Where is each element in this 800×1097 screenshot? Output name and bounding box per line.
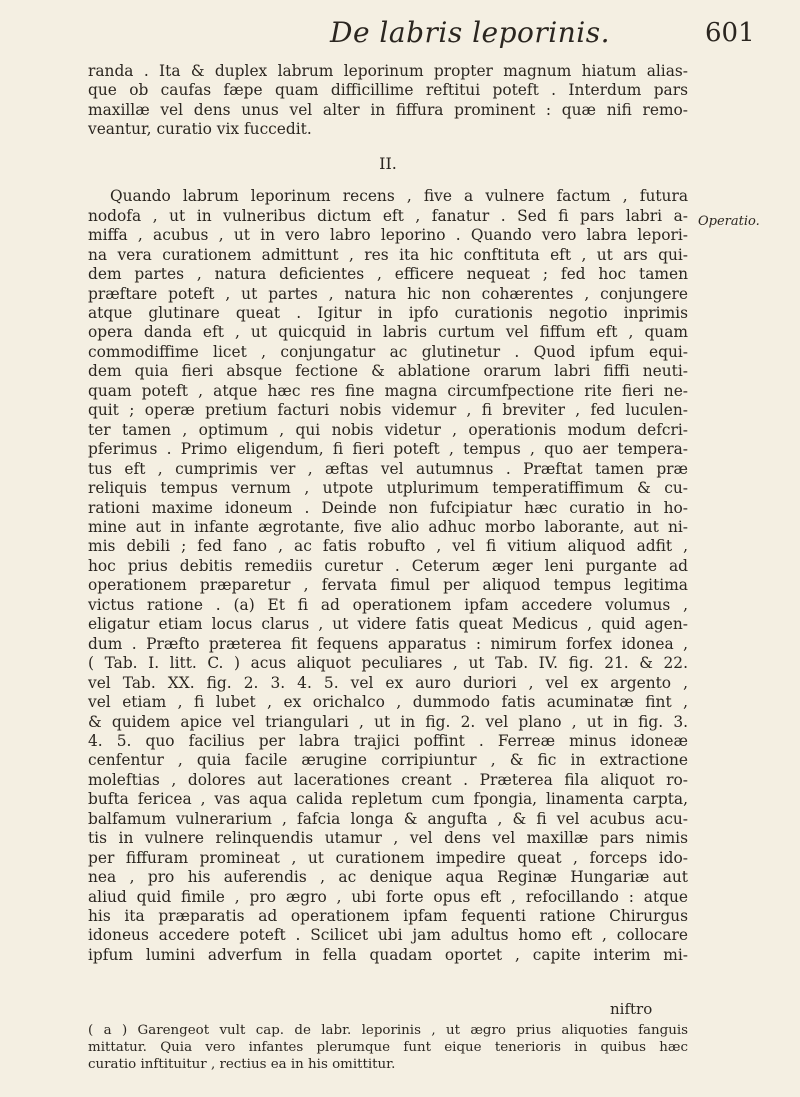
text-line: miffa , acubus , ut in vero labro leporino . Quando vero labra lepori- [88,226,688,245]
footnote-line: ( a ) Garengeot vult cap. de labr. leporinis , ut ægro prius aliquoties fanguis [88,1023,688,1038]
text-line: 4. 5. quo facilius per labra trajici poffint . Ferreæ minus idoneæ [88,731,688,750]
text-line: rationi maxime idoneum . Deinde non fufcipiatur hæc curatio in ho- [88,498,688,517]
text-line: mis debili ; fed fano , ac fatis robufto , vel fi vitium aliquod adfit , [88,537,688,556]
text-line: dum . Præfto præterea fit fequens apparatus : nimirum forfex idonea , [88,634,688,653]
page-number: 601 [705,18,755,48]
text-line: moleftias , dolores aut lacerationes creant . Præterea fila aliquot ro- [88,770,688,789]
text-line: operationem præparetur , fervata fimul per aliquod tempus legitima [88,576,688,595]
text-line: bufta fericea , vas aqua calida repletum cum fpongia, linamenta carpta, [88,790,688,809]
text-line: quit ; operæ pretium facturi nobis videmur , fi breviter , fed luculen- [88,401,688,420]
text-line: eligatur etiam locus clarus , ut videre fatis queat Medicus , quid agen- [88,615,688,634]
text-line: commodiffime licet , conjungatur ac glutinetur . Quod ipfum equi- [88,342,688,361]
text-line: hoc prius debitis remediis curetur . Ceterum æger leni purgante ad [88,556,688,575]
text-line: vel etiam , fi lubet , ex orichalco , dummodo fatis acuminatæ fint , [88,693,688,712]
text-line: reliquis tempus vernum , utpote utplurimum temperatiffimum & cu- [88,479,688,498]
running-head [0,14,800,54]
section-heading: II. [379,153,397,173]
text-line: Quando labrum leporinum recens , five a vulnere factum , futura [110,187,688,206]
text-line: ipfum lumini adverfum in fella quadam oportet , capite interim mi- [88,945,688,964]
text-line: na vera curationem admittunt , res ita hic conftituta eft , ut ars qui- [88,245,688,264]
text-line: randa . Ita & duplex labrum leporinum propter magnum hiatum alias- [88,62,688,80]
margin-note: Operatio. [698,214,760,229]
text-line: per fiffuram promineat , ut curationem impedire queat , forceps ido- [88,848,688,867]
text-line: dem quia fieri absque fectione & ablatione orarum labri fiffi neuti- [88,362,688,381]
text-line: & quidem apice vel triangulari , ut in fig. 2. vel plano , ut in fig. 3. [88,712,688,731]
text-line: vel Tab. XX. fig. 2. 3. 4. 5. vel ex auro duriori , vel ex argento , [88,673,688,692]
text-line: atque glutinare queat . Igitur in ipfo curationis negotio inprimis [88,303,688,322]
text-line: maxillæ vel dens unus vel alter in fiffura prominent : quæ nifi remo- [88,100,688,119]
footnote [88,1022,688,1073]
text-line: aliud quid fimile , pro ægro , ubi forte opus eft , refocillando : atque [88,887,688,906]
text-line: opera danda eft , ut quicquid in labris curtum vel fiffum eft , quam [88,323,688,342]
text-line: quam poteft , atque hæc res fine magna circumfpectione rite fieri ne- [88,381,688,400]
footnote-line: curatio inftituitur , rectius ea in his omittitur. [88,1057,396,1072]
running-head-title: De labris leporinis. [330,16,611,49]
footnote-line: mittatur. Quia vero infantes plerumque funt eique tenerioris in quibus hæc [88,1040,688,1055]
text-line: idoneus accedere poteft . Scilicet ubi jam adultus homo eft , collocare [88,926,688,945]
text-line: nea , pro his auferendis , ac denique aqua Reginæ Hungariæ aut [88,868,688,887]
main-text [88,62,688,965]
text-line: dem partes , natura deficientes , efficere nequeat ; fed hoc tamen [88,265,688,284]
text-line: pferimus . Primo eligendum, fi fieri poteft , tempus , quo aer tempera- [88,440,688,459]
text-line: victus ratione . (a) Et fi ad operationem ipfam accedere volumus , [88,595,688,614]
text-line: tis in vulnere relinquendis utamur , vel dens vel maxillæ pars nimis [88,829,688,848]
text-line: mine aut in infante ægrotante, five alio adhuc morbo laborante, aut ni- [88,517,688,536]
text-line: que ob caufas fæpe quam difficillime reftitui poteft . Interdum pars [88,81,688,100]
catchword: niftro [610,1000,653,1018]
text-line: præftare poteft , ut partes , natura hic non cohærentes , conjungere [88,284,688,303]
text-line: veantur, curatio vix fuccedit. [88,120,312,139]
text-line: ter tamen , optimum , qui nobis videtur , operationis modum defcri- [88,420,688,439]
text-line: nodofa , ut in vulneribus dictum eft , fanatur . Sed fi pars labri a- [88,206,688,225]
text-line: tus eft , cumprimis ver , æftas vel autumnus . Præftat tamen præ [88,459,688,478]
text-line: ( Tab. I. litt. C. ) acus aliquot peculiares , ut Tab. IV. fig. 21. & 22. [88,654,688,673]
text-line: his ita præparatis ad operationem ipfam fequenti ratione Chirurgus [88,907,688,926]
text-line: cenfentur , quia facile ærugine corripiuntur , & fic in extractione [88,751,688,770]
text-line: balfamum vulnerarium , fafcia longa & angufta , & fi vel acubus acu- [88,809,688,828]
